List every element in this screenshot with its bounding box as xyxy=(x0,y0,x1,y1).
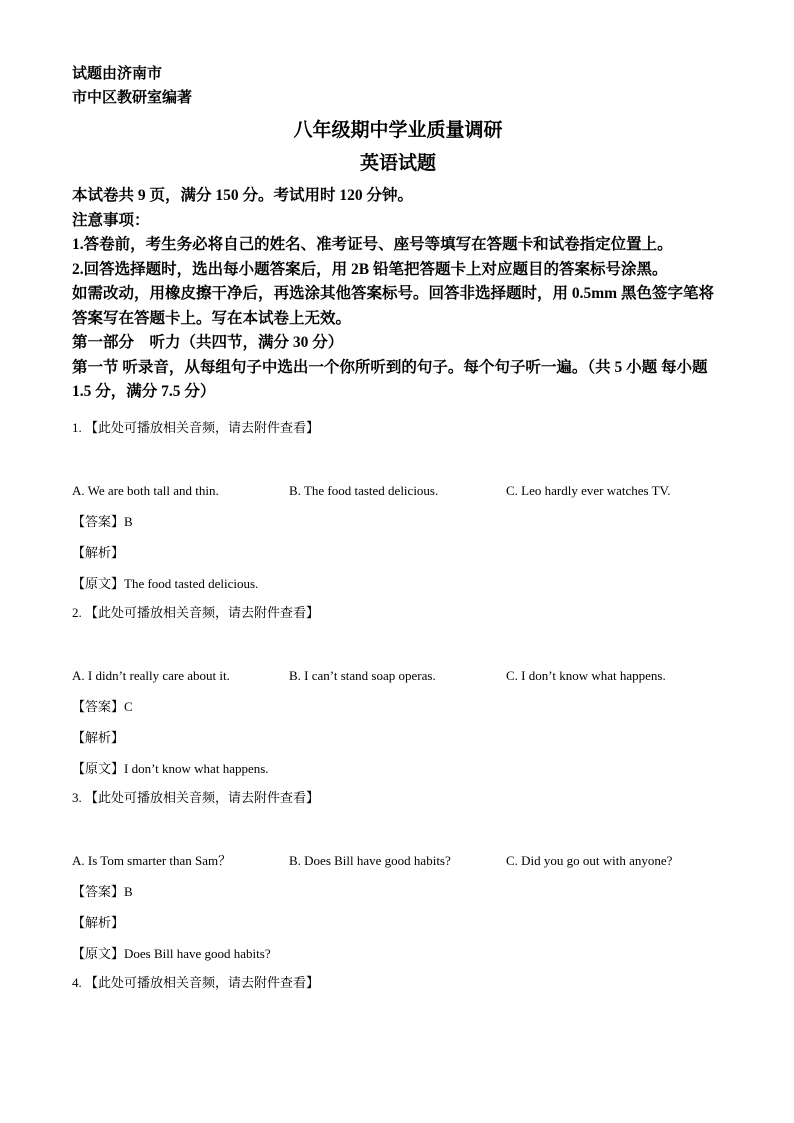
question-prompt: 3. 【此处可播放相关音频，请去附件查看】 xyxy=(72,789,320,805)
exam-subtitle: 英语试题 xyxy=(359,153,436,174)
analysis-label: 【解析】 xyxy=(72,729,125,745)
original-text: 【原文】Does Bill have good habits? xyxy=(72,945,271,961)
compiler-line-2: 市中区教研室编著 xyxy=(72,90,193,106)
original-text: 【原文】The food tasted delicious. xyxy=(72,575,259,591)
notice-heading: 注意事项： xyxy=(72,211,150,229)
option-row xyxy=(72,481,724,501)
answer-label: 【答案】B xyxy=(72,513,133,529)
option-c: C. Did you go out with anyone? xyxy=(506,852,673,868)
question-2 xyxy=(72,603,724,779)
original-text: 【原文】I don’t know what happens. xyxy=(72,760,269,776)
part1-heading: 第一部分 听力（共四节，满分 30 分） xyxy=(72,334,344,351)
analysis-label: 【解析】 xyxy=(72,914,125,930)
option-b: B. I can’t stand soap operas. xyxy=(289,667,436,683)
question-4-prompt: 4. 【此处可播放相关音频，请去附件查看】 xyxy=(72,974,320,990)
analysis-label: 【解析】 xyxy=(72,544,125,560)
option-row xyxy=(72,666,724,686)
compiler-line-1: 试题由济南市 xyxy=(72,66,163,82)
question-prompt: 2. 【此处可播放相关音频，请去附件查看】 xyxy=(72,604,320,620)
notice-item-2: 2.回答选择题时，选出每小题答案后，用 2B 铅笔把答题卡上对应题目的答案标号涂黑。 xyxy=(72,260,668,278)
option-b: B. The food tasted delicious. xyxy=(289,482,439,498)
exam-title: 八年级期中学业质量调研 xyxy=(293,120,503,141)
section1-heading: 第一节 听录音，从每组句子中选出一个你所听到的句子。每个句子听一遍。（共 5 小题 每小题 1.5 分，满分 7.5 分） xyxy=(72,358,708,400)
answer-label: 【答案】B xyxy=(72,883,133,899)
option-c: C. I don’t know what happens. xyxy=(506,667,666,683)
notice-item-1: 1.答卷前，考生务必将自己的姓名、准考证号、座号等填写在答题卡和试卷指定位置上。 xyxy=(72,236,673,253)
answer-label: 【答案】C xyxy=(72,698,133,714)
option-c: C. Leo hardly ever watches TV. xyxy=(506,482,671,498)
question-3 xyxy=(72,788,724,964)
option-a: A. We are both tall and thin. xyxy=(72,482,219,498)
question-prompt: 1. 【此处可播放相关音频，请去附件查看】 xyxy=(72,419,320,435)
option-b: B. Does Bill have good habits? xyxy=(289,852,451,868)
notice-item-2-continued: 如需改动，用橡皮擦干净后，再选涂其他答案标号。回答非选择题时，用 0.5mm 黑色签字笔将答案写在答题卡上。写在本试卷上无效。 xyxy=(72,285,714,327)
option-a: A. Is Tom smarter than Sam？ xyxy=(72,852,232,868)
question-1 xyxy=(72,418,724,594)
exam-summary: 本试卷共 9 页，满分 150 分。考试用时 120 分钟。 xyxy=(72,187,414,204)
option-row xyxy=(72,851,724,871)
document-page xyxy=(72,62,724,993)
option-a: A. I didn’t really care about it. xyxy=(72,667,230,683)
